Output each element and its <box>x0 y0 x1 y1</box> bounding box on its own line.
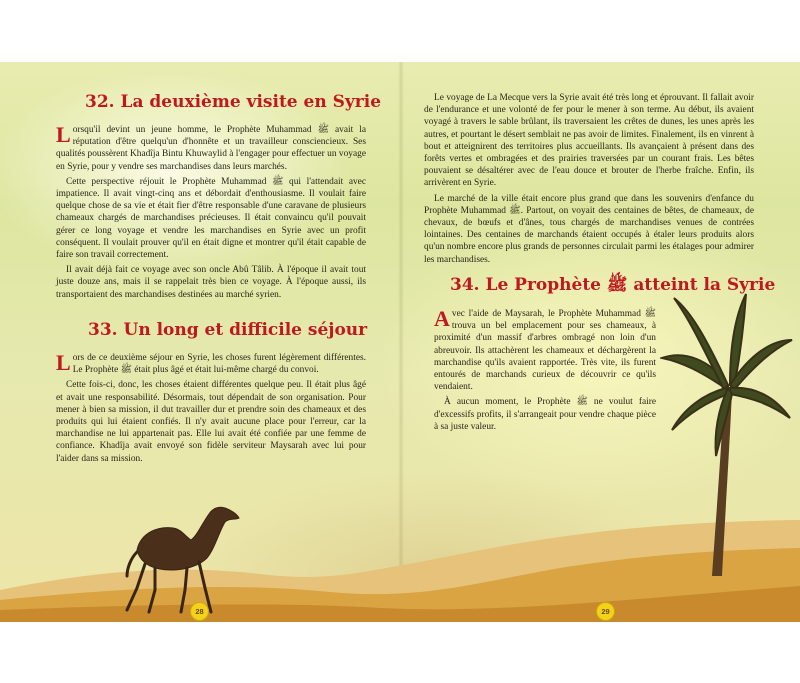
section-34-body <box>434 308 656 436</box>
section-34-paragraph-2: À aucun moment, le Prophète ﷺ ne voulut faire d'excessifs profits, il s'arrangeait pour vendre chaque pièce à sa juste valeur. <box>434 397 656 432</box>
camel-illustration <box>115 492 245 617</box>
section-33-paragraph-2: Cette fois-ci, donc, les choses étaient différentes quelque peu. Il était plus âgé et avait une responsabilité. Désormais, tout dépendait de son organisation. Pour mener à bien sa mission, il dut travailler dur et prendre soin des chameaux et des produits qui lui étaient confiés. Il n'y avait aucune place pour l'erreur, car la marchandise ne lui appartenait pas. Elle lui avait été confiée par une femme de confiance. Khadîja avait envoyé son fidèle serviteur Maysarah avec lui pour l'aider dans sa mission. <box>56 380 366 464</box>
book-spread <box>0 62 800 622</box>
drop-cap-letter: L <box>56 350 71 375</box>
section-32-paragraph-2: Cette perspective réjouit le Prophète Muhammad ﷺ qui l'attendait avec impatience. Il avait vingt-cinq ans et débordait d'enthousiasme. Il voulait faire quelque chose de sa vie et était fier d'être responsable d'une caravane de plusieurs chameaux chargés de marchandises précieuses. Il était convaincu qu'il pouvait gérer ce long voyage et vendre les marchandises en Syrie avec un profit conséquent. Il voulait prouver qu'il en était digne et montrer qu'il était capable de faire son travail correctement. <box>56 176 366 261</box>
drop-cap-letter: L <box>56 122 71 147</box>
palm-tree-illustration <box>660 290 795 580</box>
page-number-left: 28 <box>190 602 209 621</box>
right-intro-paragraph-1: Le voyage de La Mecque vers la Syrie avait été très long et éprouvant. Il fallait avoir de l'endurance et une volonté de fer pour le mener à son terme. Au début, ils avaient voyagé à travers le sable brûlant, ils traversaient les crêtes de dunes, les unes après les autres, et pourtant le désert semblait ne pas avoir de limites. Finalement, ils en vinrent à bout et atteignirent des territoires plus accueillants. Ils avançaient à présent dans des forêts vertes et ombragées et des prairies traversées par un courant frais. Les bêtes pouvaient se désaltérer avec de l'eau douce et brouter de l'herbe fraîche. Enfin, ils arrivèrent en Syrie. <box>424 93 754 189</box>
right-intro-paragraph-2: Le marché de la ville était encore plus grand que dans les souvenirs d'enfance du Prophète Muhammad ﷺ. Partout, on voyait des centaines de bêtes, de chameaux, de chevaux, de bœufs et d'ânes, tous chargés de marchandises venues de contrées lointaines. Des centaines de marchands étaient occupés à étaler leurs produits alors qu'un nombre encore plus grands de personnes circulait parmi les étalages pour admirer les marchandises. <box>424 193 754 265</box>
section-34-paragraph-1: Avec l'aide de Maysarah, le Prophète Muhammad ﷺ trouva un bel emplacement pour ses chameaux, à proximité d'un massif d'arbres ombragé non loin d'un abreuvoir. Ils attachèrent les chameaux et déchargèrent la marchandise qu'ils avaient rapportée. Très vite, ils furent entourés de marchands curieux de découvrir ce qu'ils vendaient. <box>434 306 656 393</box>
section-32-paragraph-3: Il avait déjà fait ce voyage avec son oncle Abû Tâlib. À l'époque il avait tout juste douze ans, mais il se rappelait très bien ce voyage. À l'époque aussi, ils transportaient des marchandises destinées au marché syrien. <box>56 265 366 300</box>
section-33-body <box>56 352 366 468</box>
page-number-right: 29 <box>596 602 615 621</box>
section-32-paragraph-1: Lorsqu'il devint un jeune homme, le Prophète Muhammad ﷺ avait la réputation d'être quelqu'un d'honnête et un travailleur consciencieux. Ses qualités poussèrent Khadîja Bintu Khuwaylid à l'engager pour effectuer un voyage en Syrie, pour y vendre ses marchandises dans leurs marchés. <box>56 122 366 172</box>
right-intro-body <box>424 92 754 269</box>
section-33-paragraph-1: Lors de ce deuxième séjour en Syrie, les choses furent légèrement différentes. Le Prophète ﷺ était plus âgé et était lui-même chargé du convoi. <box>56 350 366 376</box>
drop-cap-letter: A <box>434 306 450 331</box>
section-34-title: 34. Le Prophète ﷺ atteint la Syrie <box>450 275 776 295</box>
section-32-body <box>56 124 366 304</box>
section-33-title: 33. Un long et difficile séjour <box>88 320 368 340</box>
section-32-title: 32. La deuxième visite en Syrie <box>85 92 382 112</box>
